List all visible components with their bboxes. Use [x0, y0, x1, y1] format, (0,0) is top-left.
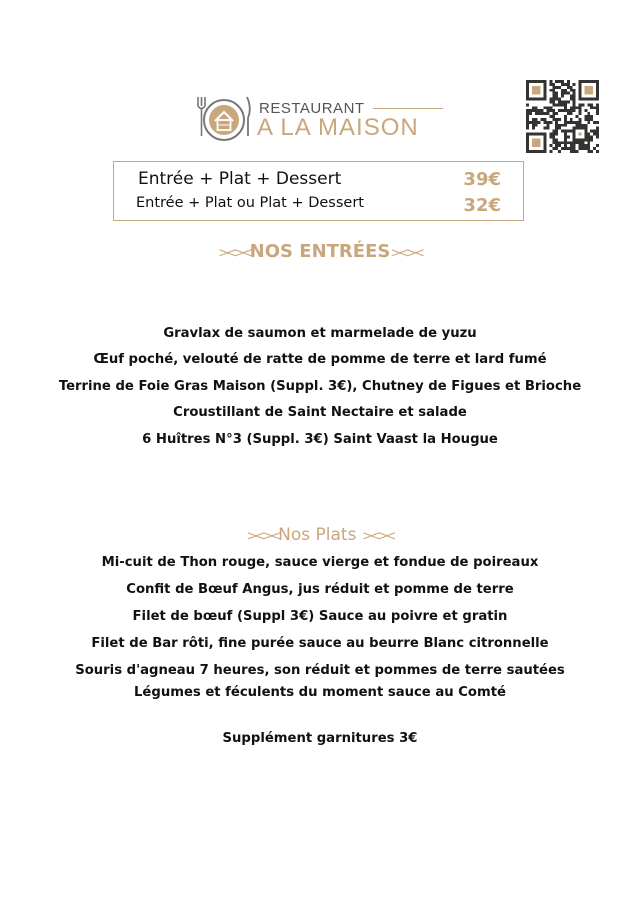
entrees-heading	[0, 241, 640, 262]
chevron-ornament-left-icon: ><><	[218, 246, 250, 261]
logo-divider	[373, 108, 443, 109]
chevron-ornament-left-icon: ><><	[246, 529, 279, 544]
chevron-ornament-right-icon: ><><	[390, 246, 422, 261]
restaurant-logo	[193, 94, 453, 146]
plats-title: Nos Plats	[278, 525, 357, 545]
formula-label: Entrée + Plat + Dessert	[138, 169, 342, 189]
list-item: Filet de Bar rôti, fine purée sauce au beurre Blanc citronnelle	[91, 636, 549, 651]
formula-price-box	[113, 161, 524, 221]
fork-plate-house-icon	[193, 94, 253, 146]
list-item: Mi-cuit de Thon rouge, sauce vierge et fondue de poireaux	[101, 555, 539, 570]
supplement-note: Supplément garnitures 3€	[222, 731, 418, 746]
list-item: Confit de Bœuf Angus, jus réduit et pomme de terre	[126, 582, 514, 597]
qr-code-icon	[526, 80, 599, 153]
chevron-ornament-right-icon: ><><	[361, 529, 394, 544]
list-item: Œuf poché, velouté de ratte de pomme de terre et lard fumé	[93, 352, 547, 367]
list-item: 6 Huîtres N°3 (Suppl. 3€) Saint Vaast la Hougue	[142, 432, 498, 447]
list-item: Filet de bœuf (Suppl 3€) Sauce au poivre et gratin	[132, 609, 508, 624]
list-item: Terrine de Foie Gras Maison (Suppl. 3€), Chutney de Figues et Brioche	[58, 379, 582, 394]
formula-price: 32€	[463, 195, 501, 216]
list-item: Souris d'agneau 7 heures, son réduit et pommes de terre sautées	[75, 663, 565, 678]
formula-price: 39€	[463, 169, 501, 190]
list-item: Croustillant de Saint Nectaire et salade	[173, 405, 467, 420]
formula-label: Entrée + Plat ou Plat + Dessert	[136, 195, 364, 211]
list-item: Légumes et féculents du moment sauce au Comté	[134, 685, 506, 700]
logo-name: A LA MAISON	[257, 114, 419, 141]
list-item: Gravlax de saumon et marmelade de yuzu	[163, 326, 477, 341]
entrees-title: NOS ENTRÉES	[249, 241, 391, 262]
plats-heading	[0, 525, 640, 545]
logo-restaurant-word: RESTAURANT	[259, 100, 365, 117]
